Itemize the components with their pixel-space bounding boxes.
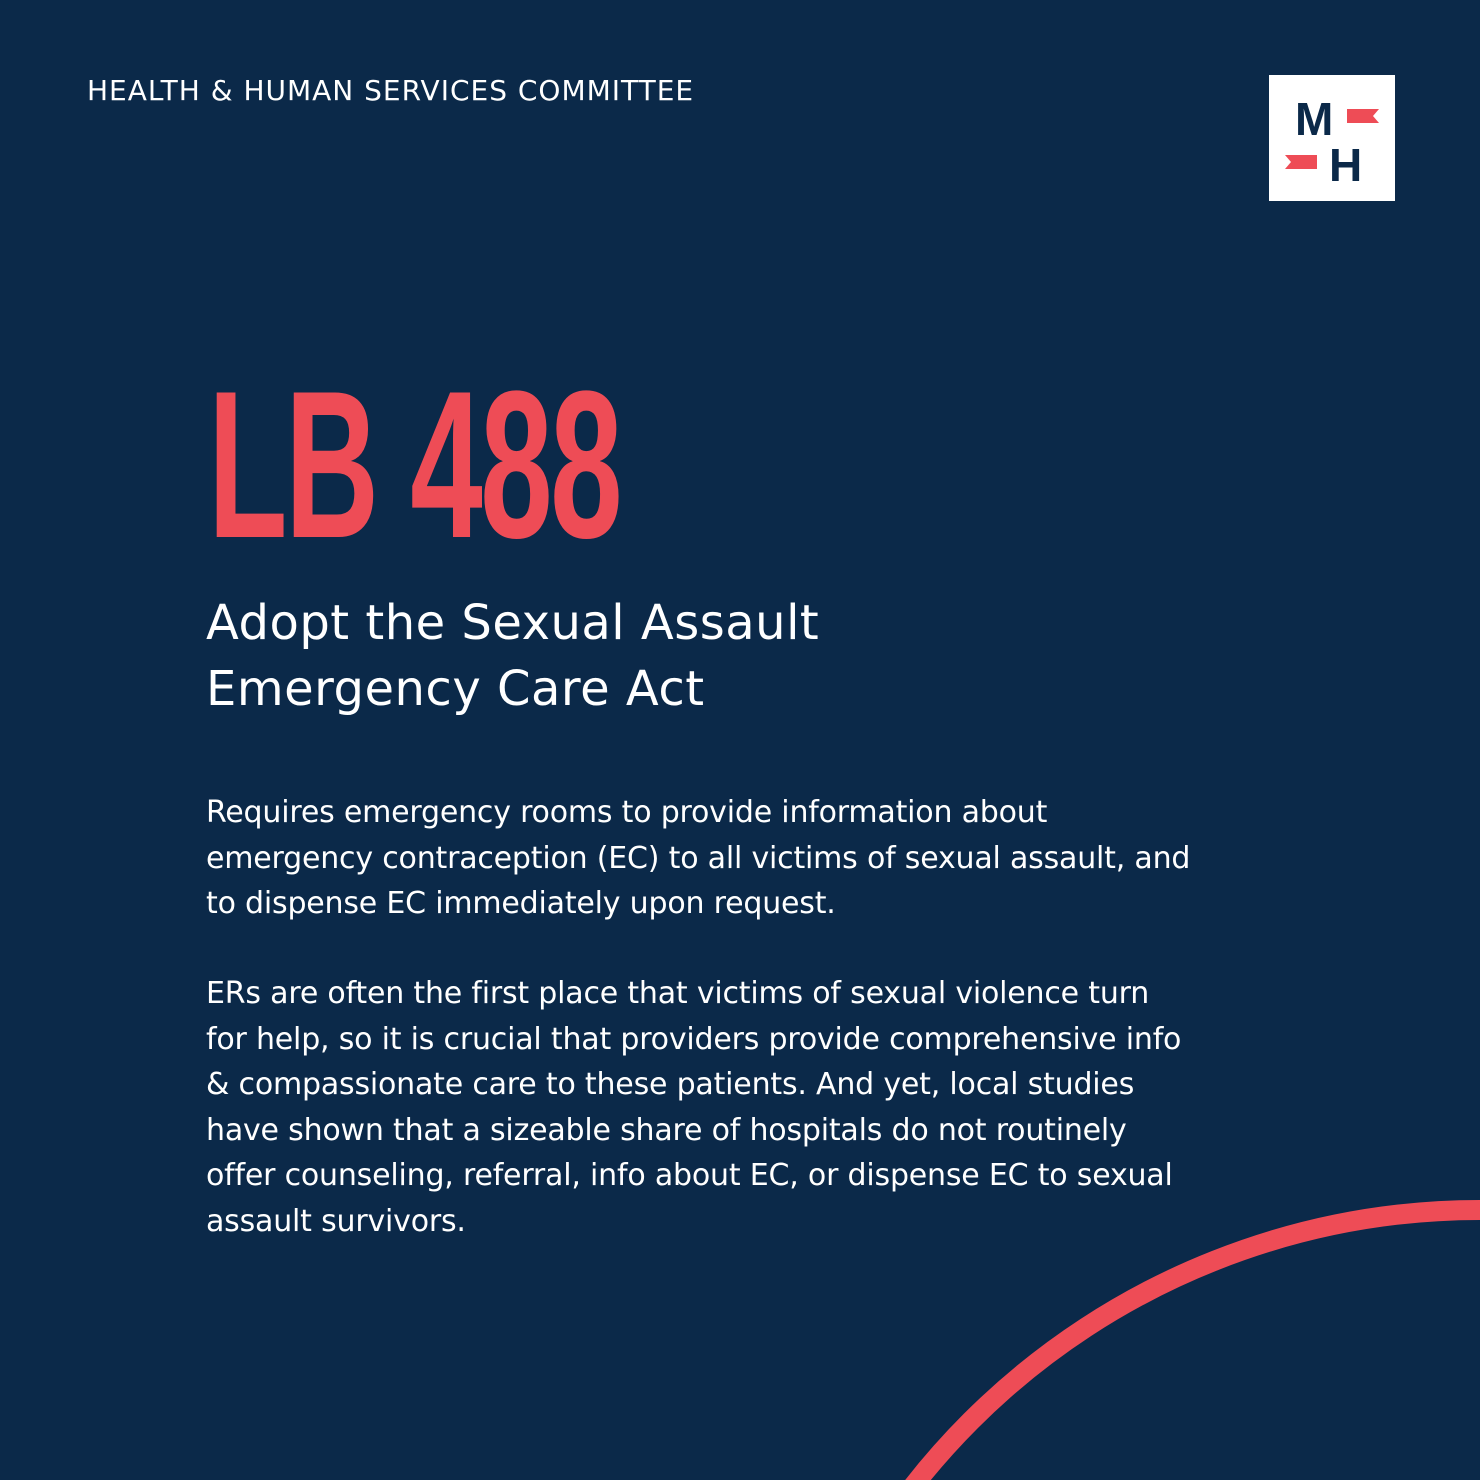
description-paragraph: Requires emergency rooms to provide information about emergency contraception (EC) to all victims of sexual assault, and to dispense EC immediately upon request. [206, 795, 1191, 921]
logo-letter-h: H [1329, 139, 1363, 191]
logo-letter-m: M [1295, 93, 1334, 145]
mh-logo [1269, 75, 1395, 201]
bill-number: LB 488 [208, 347, 621, 582]
committee-heading: HEALTH & HUMAN SERVICES COMMITTEE [87, 74, 695, 107]
logo-flag-top [1347, 109, 1379, 123]
decorative-arc-stroke [760, 1210, 1480, 1480]
bill-title: Adopt the Sexual Assault Emergency Care Act [206, 595, 820, 717]
logo-flag-bottom [1285, 155, 1317, 169]
mh-logo-icon [1269, 75, 1395, 201]
context-paragraph: ERs are often the first place that victims of sexual violence turn for help, so it is crucial that providers provide comprehensive info & compassionate care to these patients. And yet, local studies have shown that a sizeable share of hospitals do not routinely offer counseling, referral, info about EC, or dispense EC to sexual assault survivors. [206, 976, 1182, 1239]
